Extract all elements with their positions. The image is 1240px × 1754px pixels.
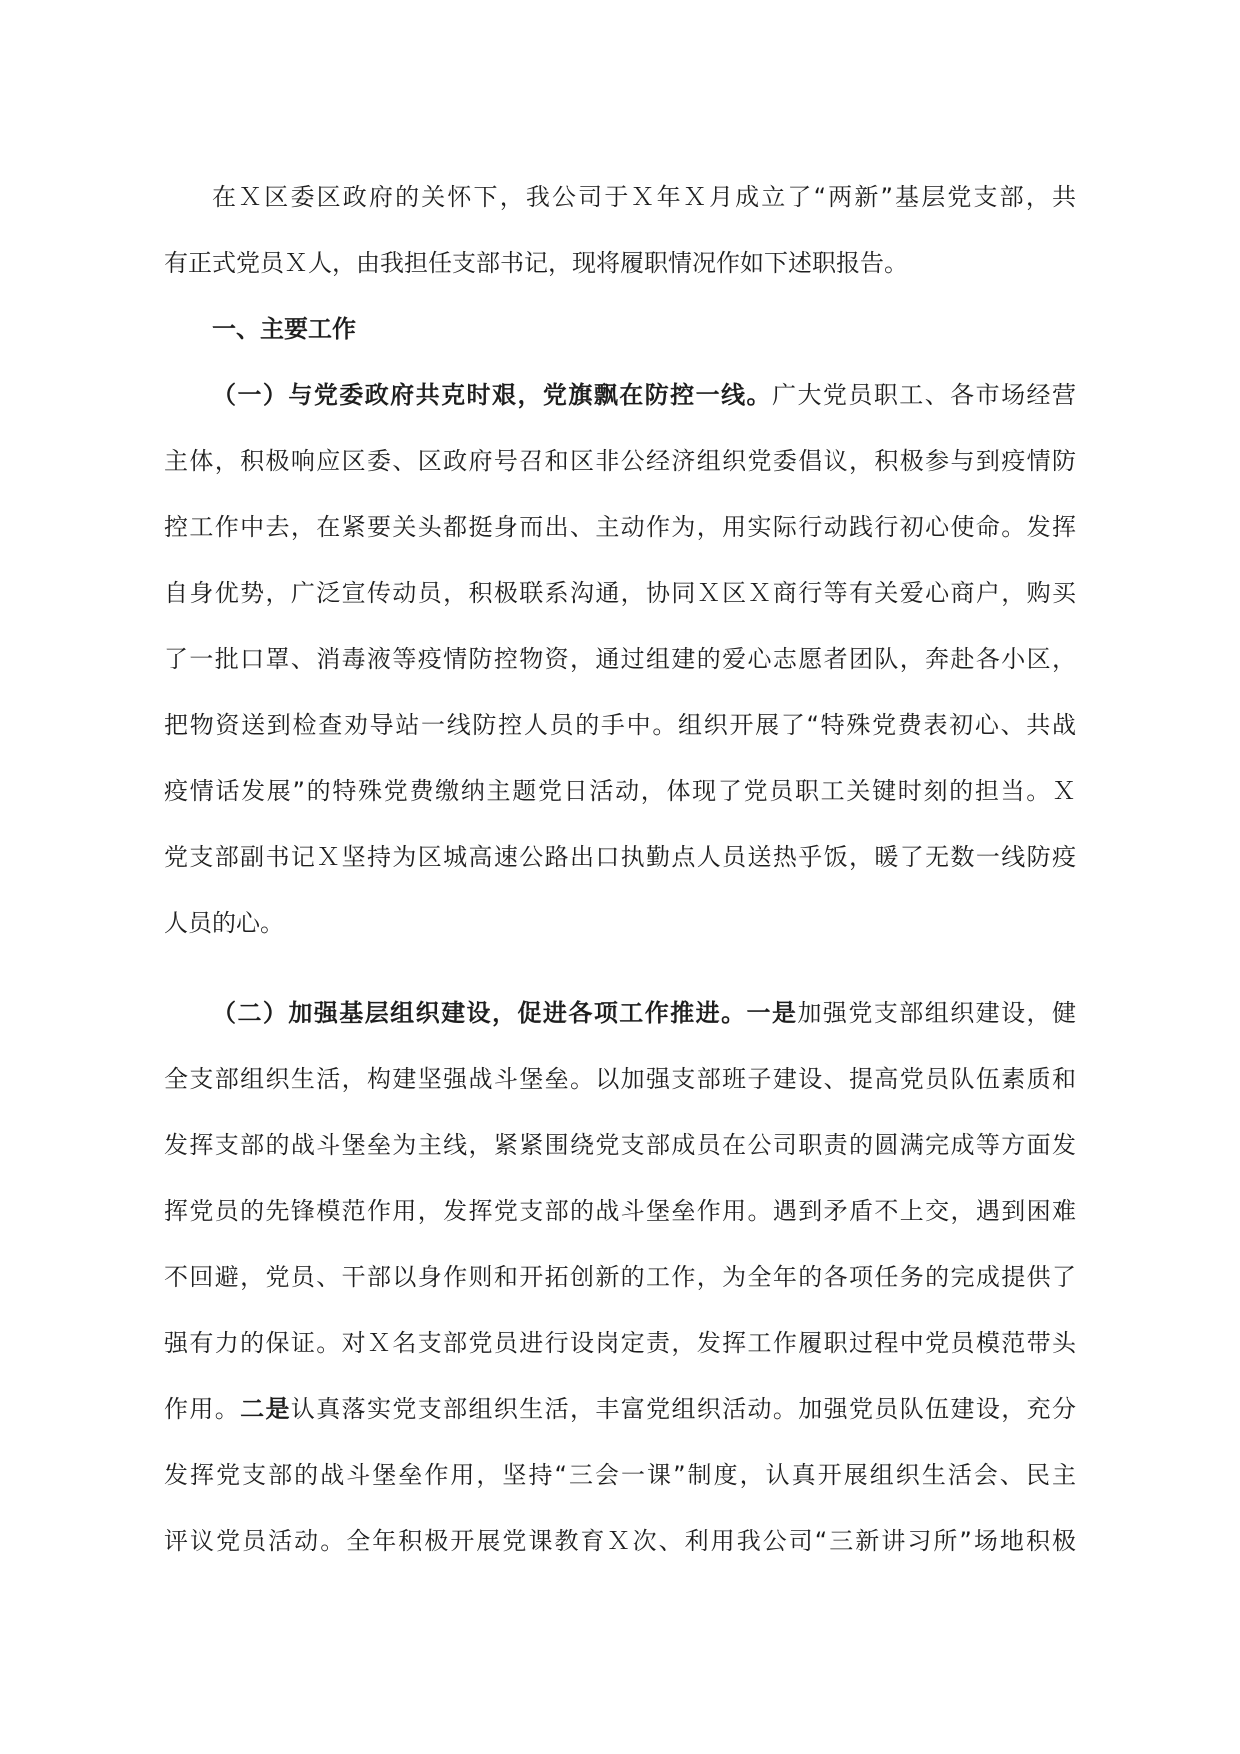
section-1-paragraph (164, 362, 1076, 956)
paragraph-line: 人员的心。 (164, 909, 284, 937)
paragraph-line: 全支部组织生活，构建坚强战斗堡垒。以加强支部班子建设、提高党员队伍素质和 (164, 1065, 1076, 1093)
subsection-title: （一）与党委政府共克时艰，党旗飘在防控一线。 (212, 381, 772, 409)
point-marker: 一是 (746, 999, 798, 1027)
paragraph-text: 广大党员职工、各市场经营 (772, 381, 1076, 409)
paragraph-line: 强有力的保证。对Ｘ名支部党员进行设岗定责，发挥工作履职过程中党员模范带头 (164, 1329, 1076, 1357)
paragraph-line: 发挥党支部的战斗堡垒作用，坚持“三会一课”制度，认真开展组织生活会、民主 (164, 1461, 1076, 1489)
paragraph-text: 加强党支部组织建设，健 (797, 999, 1076, 1027)
paragraph-line (164, 980, 1076, 1046)
paragraph-line: 在Ｘ区委区政府的关怀下，我公司于Ｘ年Ｘ月成立了“两新”基层党支部，共 (212, 183, 1076, 211)
section-2-paragraph (164, 980, 1076, 1574)
paragraph-line: 主体，积极响应区委、区政府号召和区非公经济组织党委倡议，积极参与到疫情防 (164, 447, 1076, 475)
paragraph-text: 作用。 (164, 1395, 241, 1423)
subsection-title: （二）加强基层组织建设，促进各项工作推进。 (212, 999, 747, 1027)
paragraph-text: 认真落实党支部组织生活，丰富党组织活动。加强党员队伍建设，充分 (290, 1395, 1076, 1423)
paragraph-line: 自身优势，广泛宣传动员，积极联系沟通，协同Ｘ区Ｘ商行等有关爱心商户，购买 (164, 579, 1076, 607)
paragraph-line: 挥党员的先锋模范作用，发挥党支部的战斗堡垒作用。遇到矛盾不上交，遇到困难 (164, 1197, 1076, 1225)
section-heading: 一、主要工作 (212, 315, 356, 343)
paragraph-line: 不回避，党员、干部以身作则和开拓创新的工作，为全年的各项任务的完成提供了 (164, 1263, 1076, 1291)
point-marker: 二是 (240, 1395, 291, 1423)
document-page (164, 164, 1076, 1574)
paragraph-spacer (164, 956, 1076, 980)
paragraph-line: 控工作中去，在紧要关头都挺身而出、主动作为，用实际行动践行初心使命。发挥 (164, 513, 1076, 541)
paragraph-line: 疫情话发展”的特殊党费缴纳主题党日活动，体现了党员职工关键时刻的担当。Ｘ (164, 777, 1076, 805)
paragraph-line (164, 362, 1076, 428)
paragraph-line: 有正式党员Ｘ人，由我担任支部书记，现将履职情况作如下述职报告。 (164, 249, 908, 277)
paragraph-line (164, 1376, 1076, 1442)
paragraph-line: 党支部副书记Ｘ坚持为区城高速公路出口执勤点人员送热乎饭，暖了无数一线防疫 (164, 843, 1076, 871)
intro-paragraph (164, 164, 1076, 296)
paragraph-line: 评议党员活动。全年积极开展党课教育Ｘ次、利用我公司“三新讲习所”场地积极 (164, 1527, 1076, 1555)
paragraph-line: 把物资送到检查劝导站一线防控人员的手中。组织开展了“特殊党费表初心、共战 (164, 711, 1076, 739)
paragraph-line: 发挥支部的战斗堡垒为主线，紧紧围绕党支部成员在公司职责的圆满完成等方面发 (164, 1131, 1076, 1159)
paragraph-line: 了一批口罩、消毒液等疫情防控物资，通过组建的爱心志愿者团队，奔赴各小区， (164, 645, 1076, 673)
